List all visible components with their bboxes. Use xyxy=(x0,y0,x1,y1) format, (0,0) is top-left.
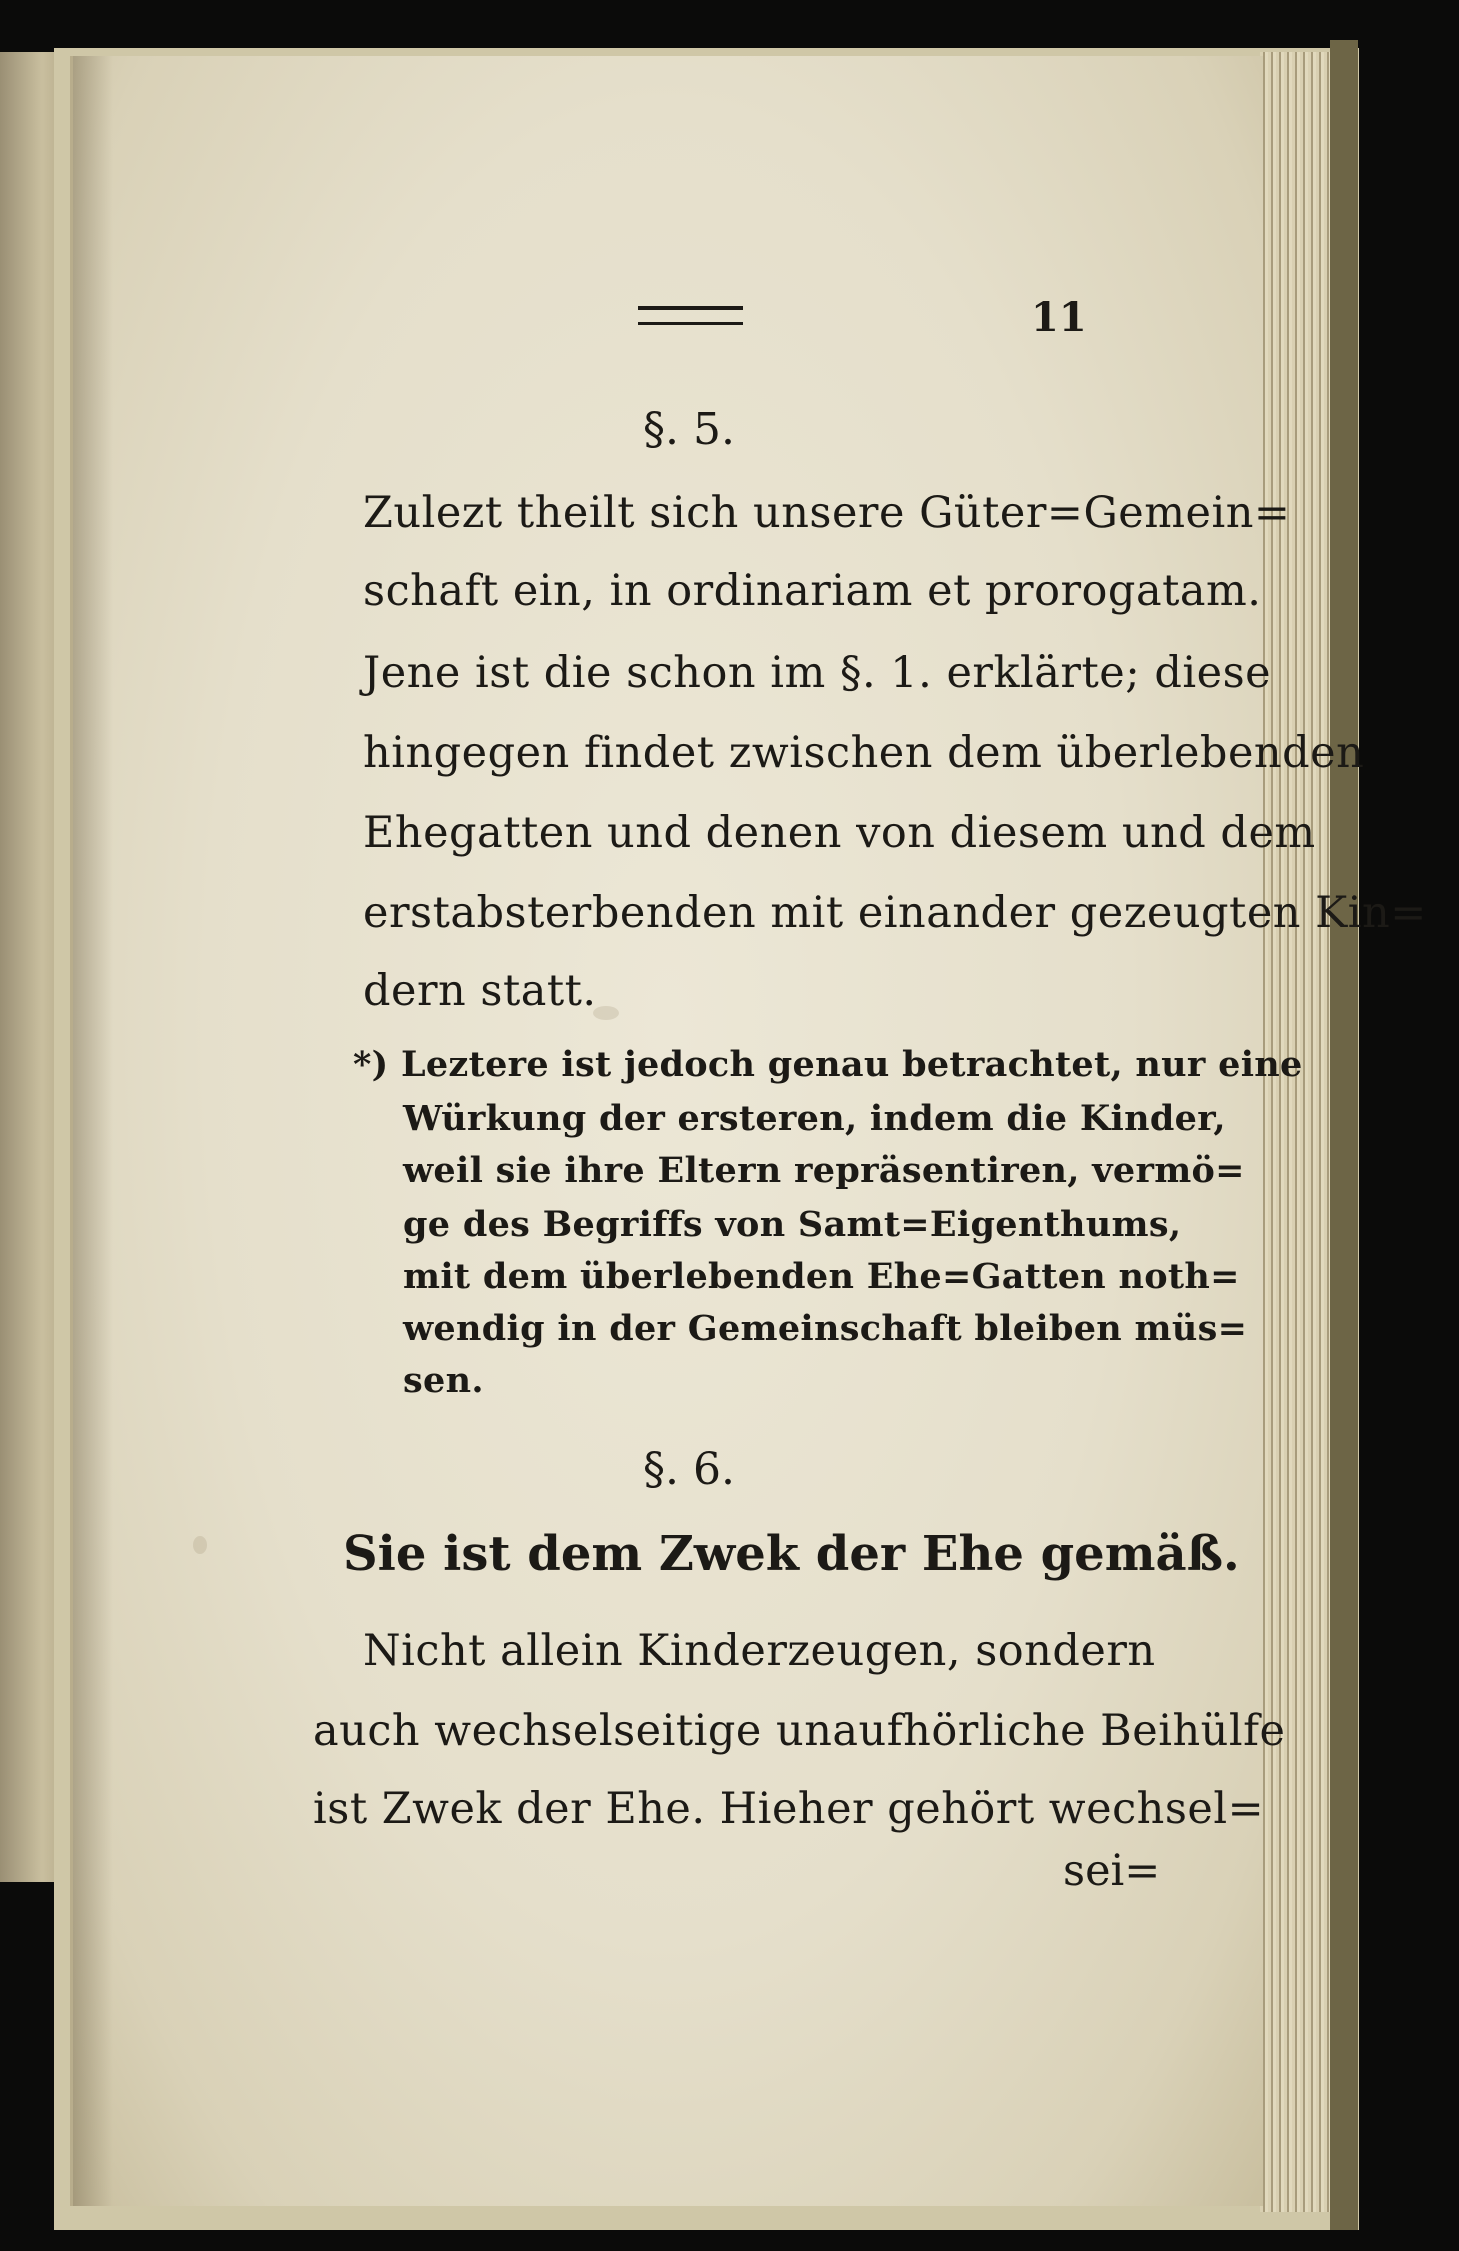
section-5-line: erstabsterbenden mit einander gezeugten Kin= xyxy=(363,888,1427,938)
gutter-shadow xyxy=(73,56,113,2206)
section-6-line: auch wechselseitige unaufhörliche Beihülfe xyxy=(313,1706,1286,1756)
section-6-line: ist Zwek der Ehe. Hieher gehört wechsel= xyxy=(313,1784,1265,1834)
section-6-title: Sie ist dem Zwek der Ehe gemäß. xyxy=(343,1526,1240,1582)
footnote-line: Würkung der ersteren, indem die Kinder, xyxy=(403,1098,1226,1139)
section-5-line: Ehegatten und denen von diesem und dem xyxy=(363,808,1316,858)
section-5-line: Jene ist die schon im §. 1. erklärte; diese xyxy=(363,648,1272,698)
section-5-line: hingegen findet zwischen dem überlebenden xyxy=(363,728,1365,778)
footnote-line: wendig in der Gemeinschaft bleiben müs= xyxy=(403,1308,1248,1349)
catchword: sei= xyxy=(1063,1846,1161,1896)
paper-spot xyxy=(593,1006,619,1020)
header-double-rule xyxy=(638,306,743,325)
section-6-heading: §. 6. xyxy=(643,1444,735,1495)
section-5-line: Zulezt theilt sich unsere Güter=Gemein= xyxy=(363,488,1291,538)
section-5-line: dern statt. xyxy=(363,966,597,1016)
section-6-line: Nicht allein Kinderzeugen, sondern xyxy=(363,1626,1156,1676)
section-5-heading: §. 5. xyxy=(643,404,735,455)
book-cover-edge xyxy=(1330,40,1358,2230)
page-number: 11 xyxy=(1031,294,1087,341)
paper-spot xyxy=(193,1536,207,1554)
footnote-line: sen. xyxy=(403,1360,484,1401)
footnote-line: weil sie ihre Eltern repräsentiren, vermö= xyxy=(403,1150,1245,1191)
section-5-line: schaft ein, in ordinariam et prorogatam. xyxy=(363,566,1262,616)
book-page xyxy=(70,56,1427,2206)
footnote-line: *) Leztere ist jedoch genau betrachtet, nur eine xyxy=(353,1044,1303,1085)
footnote-line: mit dem überlebenden Ehe=Gatten noth= xyxy=(403,1256,1240,1297)
footnote-line: ge des Begriffs von Samt=Eigenthums, xyxy=(403,1204,1182,1245)
